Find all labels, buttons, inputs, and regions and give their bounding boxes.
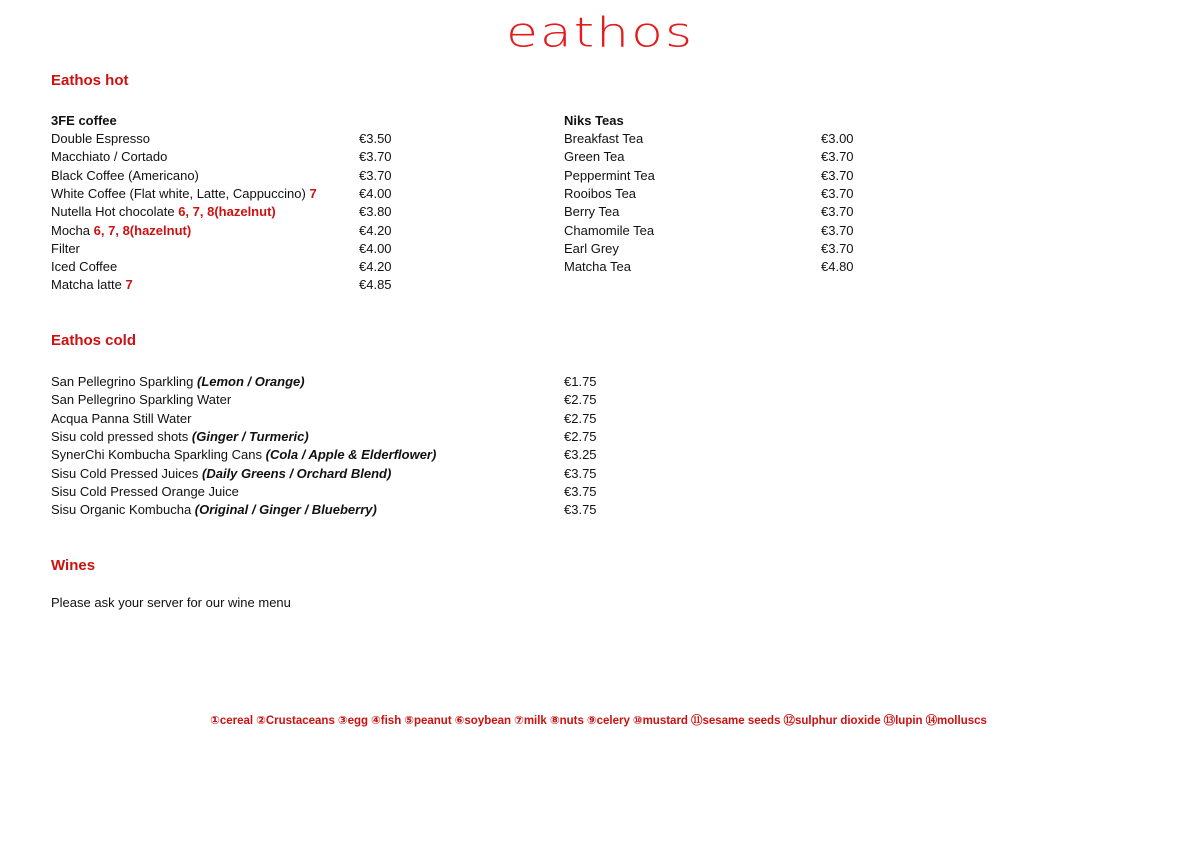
cold-item-options: (Ginger / Turmeric) (191, 428, 309, 444)
cold-item (51, 391, 231, 409)
tea-item-price: €3.70 (821, 149, 854, 165)
allergen-key-item: ②Crustaceans (256, 715, 335, 727)
allergen-codes: 6, 7, 8(hazelnut) (178, 204, 276, 220)
cold-item-name: Acqua Panna Still Water (51, 410, 192, 426)
coffee-item (51, 203, 276, 221)
cold-item (51, 483, 239, 501)
cold-item-name: Sisu Cold Pressed Juices (51, 465, 203, 481)
coffee-item-price: €3.50 (359, 131, 392, 146)
coffee-item-name: Nutella Hot chocolate (51, 204, 175, 220)
cold-item-price: €2.75 (564, 428, 597, 444)
cold-item-price: €3.75 (564, 465, 597, 481)
section-title-wines: Wines (51, 557, 96, 574)
tea-item-name: Green Tea (564, 149, 625, 165)
allergen-key-item: ⑫sulphur dioxide (783, 715, 881, 727)
coffee-item (51, 130, 150, 148)
coffee-item (51, 167, 199, 185)
cold-item (51, 428, 309, 446)
coffee-item (51, 240, 80, 258)
cold-item-name: Sisu Cold Pressed Orange Juice (51, 483, 239, 499)
coffee-item-name: Double Espresso (51, 131, 150, 146)
coffee-item-name: Filter (51, 240, 80, 256)
cold-item-options: (Original / Ginger / Blueberry) (194, 502, 377, 518)
tea-item-name: Berry Tea (564, 204, 620, 220)
allergen-key-item: ⑧nuts (549, 715, 584, 727)
coffee-item-price: €4.85 (359, 277, 392, 293)
tea-item-price: €3.70 (821, 240, 854, 256)
allergen-key-item: ④fish (371, 715, 402, 727)
allergen-key-item: ⑦milk (514, 715, 547, 727)
cold-item (51, 465, 391, 483)
wines-note: Please ask your server for our wine menu (51, 595, 291, 610)
allergen-codes: 7 (309, 185, 317, 201)
allergen-key-item: ⑪sesame seeds (690, 715, 781, 727)
cold-item-price: €2.75 (564, 410, 597, 426)
section-title-cold: Eathos cold (51, 332, 137, 349)
cold-item-name: SynerChi Kombucha Sparkling Cans (51, 447, 266, 463)
cold-item-price: €3.75 (564, 483, 597, 499)
cold-item-options: (Cola / Apple & Elderflower) (265, 447, 437, 463)
cold-item (51, 410, 191, 428)
tea-item-price: €3.70 (821, 167, 854, 183)
tea-item-name: Earl Grey (564, 240, 619, 256)
coffee-item-price: €3.70 (359, 149, 392, 165)
coffee-item-name: Matcha latte (51, 277, 122, 293)
coffee-heading: 3FE coffee (51, 113, 117, 128)
cold-item-price: €2.75 (564, 392, 597, 408)
tea-item-name: Breakfast Tea (564, 131, 644, 146)
tea-item-price: €4.80 (821, 259, 854, 275)
allergen-key-item: ⑬lupin (883, 715, 923, 727)
coffee-item (51, 258, 117, 276)
coffee-item-name: Mocha (51, 222, 91, 238)
tea-item-name: Rooibos Tea (564, 185, 637, 201)
coffee-item (51, 185, 317, 203)
coffee-item-price: €4.00 (359, 185, 392, 201)
tea-item-price: €3.70 (821, 222, 854, 238)
cold-item (51, 373, 305, 391)
coffee-item (51, 276, 133, 294)
allergen-key (0, 712, 1200, 728)
coffee-item (51, 222, 191, 240)
tea-item-price: €3.70 (821, 185, 854, 201)
cold-item (51, 501, 377, 519)
cold-item-price: €3.75 (564, 502, 597, 518)
section-title-hot: Eathos hot (51, 72, 129, 89)
eathos-logo: eathos (505, 9, 695, 57)
tea-item-name: Chamomile Tea (564, 222, 655, 238)
allergen-key-item: ⑨celery (586, 715, 630, 727)
allergen-key-item: ⑩mustard (632, 715, 688, 727)
tea-item-price: €3.00 (821, 131, 854, 146)
cold-item (51, 446, 436, 464)
cold-item-options: (Lemon / Orange) (196, 374, 305, 389)
coffee-item (51, 148, 167, 166)
coffee-item-price: €3.80 (359, 204, 392, 220)
coffee-item-price: €4.20 (359, 222, 392, 238)
coffee-item-price: €4.20 (359, 259, 392, 275)
coffee-item-name: White Coffee (Flat white, Latte, Cappuccino) (51, 185, 306, 201)
cold-item-name: San Pellegrino Sparkling Water (51, 392, 232, 408)
cold-item-price: €3.25 (564, 447, 597, 463)
allergen-key-item: ⑭molluscs (925, 715, 987, 727)
allergen-key-item: ③egg (337, 715, 369, 727)
allergen-codes: 7 (125, 277, 133, 293)
tea-item-name: Peppermint Tea (564, 167, 655, 183)
allergen-key-item: ①cereal (210, 715, 254, 727)
coffee-item-name: Iced Coffee (51, 259, 118, 275)
teas-heading: Niks Teas (564, 113, 624, 128)
coffee-item-price: €4.00 (359, 240, 392, 256)
coffee-item-price: €3.70 (359, 167, 392, 183)
allergen-codes: 6, 7, 8(hazelnut) (93, 222, 192, 238)
cold-item-name: San Pellegrino Sparkling (51, 374, 197, 389)
allergen-key-item: ⑥soybean (454, 715, 512, 727)
cold-item-name: Sisu Organic Kombucha (51, 502, 195, 518)
coffee-item-name: Macchiato / Cortado (51, 149, 168, 165)
tea-item-name: Matcha Tea (564, 259, 631, 275)
tea-item-price: €3.70 (821, 204, 854, 220)
allergen-key-item: ⑤peanut (404, 715, 452, 727)
cold-item-price: €1.75 (564, 374, 597, 389)
cold-item-name: Sisu cold pressed shots (51, 428, 192, 444)
coffee-item-name: Black Coffee (Americano) (51, 167, 199, 183)
cold-item-options: (Daily Greens / Orchard Blend) (202, 465, 392, 481)
